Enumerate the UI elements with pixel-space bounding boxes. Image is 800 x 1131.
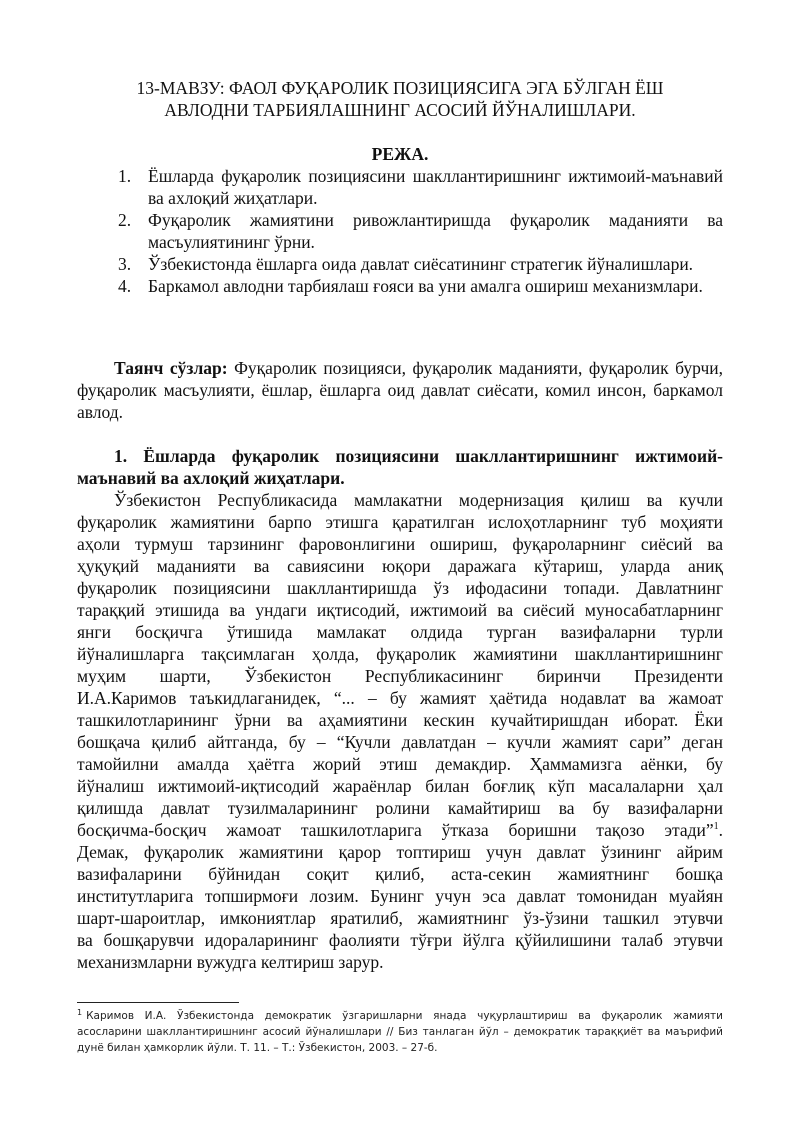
body-line: ташкилотларининг ўрни ва аҳамиятини кескин кучайтиришдан иборат. Ёки: [77, 710, 723, 730]
footnote-reference[interactable]: 1: [713, 821, 719, 833]
plan-item-number: 3.: [118, 254, 132, 274]
plan-item-text: Ёшларда фуқаролик позициясини шакллантиришнинг ижтимоий-маънавий ва ахлоқий жиҳатлари.: [148, 166, 723, 208]
body-line: фуқаролик жамиятини барпо этишга қаратилган ислоҳотларнинг туб моҳияти: [77, 512, 723, 532]
body-paragraph: [77, 489, 723, 973]
plan-item-text: Фуқаролик жамиятини ривожлантиришда фуқаролик маданияти ва масъулиятининг ўрни.: [148, 210, 723, 252]
body-line-with-footnote: босқичма-босқич жамоат ташкилотларига ўтказа боришни тақозо этади”$^1$.: [77, 820, 723, 840]
footnote: [77, 1008, 723, 1056]
body-line: шарт-шароитлар, имкониятлар яратилиб, жамиятнинг ўз-ўзини ташкил этувчи: [77, 908, 723, 928]
body-line: ҳуқуқий маданияти ва савиясини юқори даражага кўтариш, уларда аниқ: [77, 556, 723, 576]
plan-list: [118, 165, 723, 297]
body-line: фуқаролик позициясини шакллантиришда ўз ифодасини топади. Давлатнинг: [77, 578, 723, 598]
title-line-2: АВЛОДНИ ТАРБИЯЛАШНИНГ АСОСИЙ ЙЎНАЛИШЛАРИ.: [164, 100, 636, 120]
plan-item-number: 1.: [118, 166, 132, 186]
title-line-1: 13-МАВЗУ: ФАОЛ ФУҚАРОЛИК ПОЗИЦИЯСИГА ЭГА БЎЛГАН ЁШ: [136, 78, 664, 98]
body-line: йўналиш ижтимоий-иқтисодий жараёнлар билан боғлиқ кўп масалаларни ҳал: [77, 776, 723, 796]
body-line: механизмларни вужудга келтириш зарур.: [77, 952, 384, 972]
body-line: янги босқичга ўтишида мамлакат олдида турган вазифаларни турли: [77, 622, 723, 642]
body-line: муҳим шарти, Ўзбекистон Республикасининг биринчи Президенти: [77, 666, 723, 686]
body-line: қилишда давлат тузилмаларининг ролини камайтириш ва бу вазифаларни: [77, 798, 723, 818]
plan-item-2: [118, 209, 723, 253]
keywords-paragraph: [77, 357, 723, 423]
body-line: вазифаларини бўйнидан соқит қилиб, аста-секин жамиятнинг бошқа: [77, 864, 723, 884]
body-line: институтларига топширмоғи лозим. Бунинг учун эса давлат томонидан муайян: [77, 886, 723, 906]
keywords-label: Таянч сўзлар:: [114, 358, 228, 378]
plan-item-text: Баркамол авлодни тарбиялаш ғояси ва уни амалга ошириш механизмлари.: [148, 276, 703, 296]
body-line: Ўзбекистон Республикасида мамлакатни модернизация қилиш ва кучли: [114, 490, 723, 510]
body-line: аҳоли турмуш тарзининг фаровонлигини ошириш, фуқароларнинг сиёсий ва: [77, 534, 723, 554]
plan-item-number: 2.: [118, 210, 132, 230]
plan-item-text: Ўзбекистонда ёшларга оида давлат сиёсатининг стратегик йўналишлари.: [148, 254, 694, 274]
plan-item-4: [118, 275, 723, 297]
body-line: тараққий этишида ва ундаги иқтисодий, ижтимоий ва сиёсий муносабатларнинг: [77, 600, 723, 620]
body-line: бошқача қилиб айтганда, бу – “Кучли давлатдан – кучли жамият сари” деган: [77, 732, 723, 752]
page-title: [80, 77, 720, 121]
plan-item-1: [118, 165, 723, 209]
plan-heading: РЕЖА.: [371, 144, 429, 164]
keywords-text: Фуқаролик позицияси, фуқаролик маданияти, фуқаролик бурчи, фуқаролик масъулияти, ёшлар, ёшларга оид давлат сиёсати, комил инсон, баркамол авлод.: [77, 358, 723, 422]
footnote-marker: 1: [77, 1007, 83, 1017]
footnote-text: Каримов И.А. Ўзбекистонда демократик ўзгаришларни янада чуқурлаштириш ва фуқаролик жамияти асосларини шакллантиришнинг асосий йўналишлари // Биз танлаган йўл – демократик тараққиёт ва маърифий дунё билан ҳамкорлик йўли. Т. 11. – Т.: Ўзбекистон, 2003. – 27-б.: [77, 1010, 723, 1054]
plan-item-3: [118, 253, 723, 275]
body-line: ва бошқарувчи идораларининг фаолияти тўғри йўлга қўйилишини талаб этувчи: [77, 930, 723, 950]
section-heading: 1. Ёшларда фуқаролик позициясини шакллантиришнинг ижтимоий-маънавий ва ахлоқий жиҳатлари.: [77, 446, 723, 488]
body-line: Демак, фуқаролик жамиятини қарор топтириш учун давлат ўзининг айрим: [77, 842, 723, 862]
body-line-text: босқичма-босқич жамоат ташкилотларига ўтказа боришни тақозо этади”: [77, 820, 714, 840]
body-line: И.А.Каримов таъкидлаганидек, “... – бу жамият ҳаётида нодавлат ва жамоат: [77, 688, 723, 708]
footnote-divider: [77, 1002, 239, 1003]
plan-item-number: 4.: [118, 276, 132, 296]
body-line: тамойилни амалда ҳаётга жорий этиш демакдир. Ҳаммамизга аёнки, бу: [77, 754, 723, 774]
body-line: йўналишларга тақсимлаган ҳолда, фуқаролик жамиятини шакллантиришнинг: [77, 644, 723, 664]
